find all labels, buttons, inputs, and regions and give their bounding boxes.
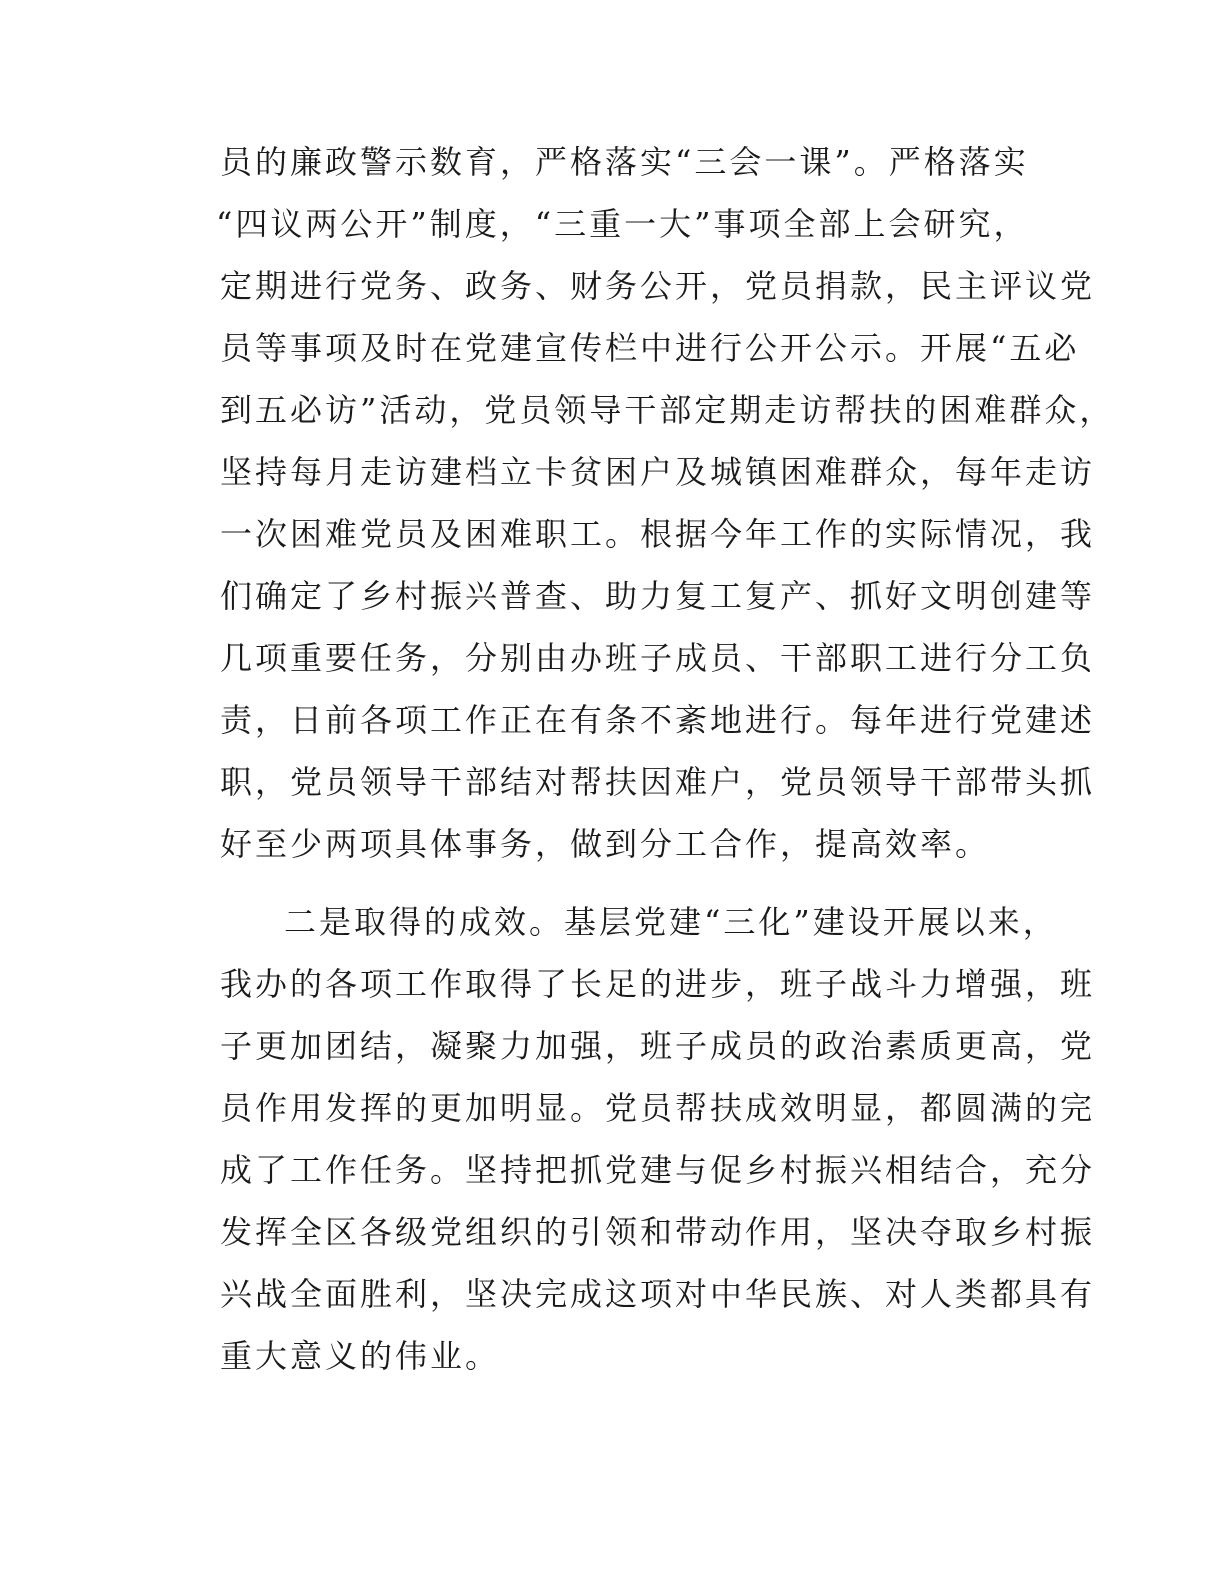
text-line: 兴战全面胜利，坚决完成这项对中华民族、对人类都具有 (220, 1275, 1096, 1313)
text-line: “四议两公开”制度，“三重一大”事项全部上会研究， (216, 205, 1029, 243)
text-line: 二是取得的成效。基层党建“三化”建设开展以来， (284, 903, 1058, 941)
text-line: 成了工作任务。坚持把抓党建与促乡村振兴相结合，充分 (220, 1151, 1096, 1189)
text-line: 我办的各项工作取得了长足的进步，班子战斗力增强，班 (220, 965, 1096, 1003)
text-line: 到五必访”活动，党员领导干部定期走访帮扶的困难群众， (220, 391, 1115, 429)
text-line: 发挥全区各级党组织的引领和带动作用，坚决夺取乡村振 (220, 1213, 1096, 1251)
text-line: 坚持每月走访建档立卡贫困户及城镇困难群众，每年走访 (220, 453, 1096, 491)
text-line: 员作用发挥的更加明显。党员帮扶成效明显，都圆满的完 (220, 1089, 1096, 1127)
text-line: 职，党员领导干部结对帮扶因难户，党员领导干部带头抓 (220, 763, 1096, 801)
text-line: 们确定了乡村振兴普查、助力复工复产、抓好文明创建等 (220, 577, 1096, 615)
text-line: 重大意义的伟业。 (220, 1337, 501, 1375)
text-line: 子更加团结，凝聚力加强，班子成员的政治素质更高，党 (220, 1027, 1096, 1065)
text-line: 几项重要任务，分别由办班子成员、干部职工进行分工负 (220, 639, 1096, 677)
text-line: 员等事项及时在党建宣传栏中进行公开公示。开展“五必 (220, 329, 1080, 367)
text-line: 员的廉政警示数育，严格落实“三会一课”。严格落实 (220, 143, 1029, 181)
text-line: 定期进行党务、政务、财务公开，党员捐款，民主评议党 (220, 267, 1096, 305)
text-line: 好至少两项具体事务，做到分工合作，提高效率。 (220, 825, 991, 863)
text-line: 责，日前各项工作正在有条不紊地进行。每年进行党建述 (220, 701, 1096, 739)
text-line: 一次困难党员及困难职工。根据今年工作的实际情况，我 (220, 515, 1096, 553)
